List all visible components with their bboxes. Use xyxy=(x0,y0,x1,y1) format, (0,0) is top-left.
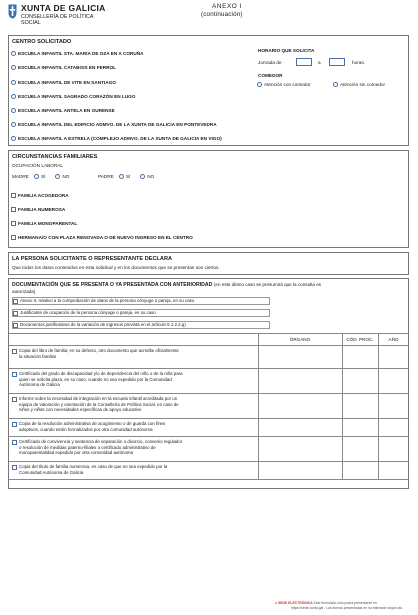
radio-button[interactable] xyxy=(34,174,39,179)
familia-check-label: HERMANA/O CON PLAZA RENOVADA O DE NUEVO INGRESO EN EL CENTRO xyxy=(18,235,193,240)
school-option[interactable] xyxy=(11,80,116,86)
section-documentacion xyxy=(8,278,409,489)
familia-check-item[interactable] xyxy=(11,207,65,213)
radio-button[interactable] xyxy=(11,80,16,85)
madre-label: MADRE xyxy=(12,174,29,179)
school-option[interactable] xyxy=(11,122,217,128)
org-name: XUNTA DE GALICIA xyxy=(21,3,106,13)
annex-title: ANEXO I xyxy=(212,3,243,10)
doc-item-text xyxy=(19,371,183,388)
familia-check-label: FAMILIA ACOGEDORA xyxy=(18,193,69,198)
documentacion-heading xyxy=(12,282,407,289)
radio-button[interactable] xyxy=(11,65,16,70)
table-rule xyxy=(9,436,409,437)
doc-item[interactable] xyxy=(12,371,256,388)
si-label: SÍ xyxy=(40,174,46,179)
school-label: ESCUELA INFANTIL A ESTRELA (COMPLEJO ADMVO. DE LA XUNTA DE GALICIA EN VIGO) xyxy=(18,136,222,141)
doc-item-line: Certificado de convivencia y sentencia de separación o divorcio, convenio regulador xyxy=(19,439,183,444)
col-ano: AÑO xyxy=(388,337,399,342)
doc-item-line: Copia de la resolución administrativa de acogimiento o de guarda con fines xyxy=(19,421,166,426)
comedor-option-sin[interactable] xyxy=(333,82,385,88)
checkbox[interactable] xyxy=(13,323,18,328)
checkbox[interactable] xyxy=(11,235,16,240)
ocupacion-title: OCUPACIÓN LABORAL xyxy=(12,163,63,168)
radio-button[interactable] xyxy=(11,94,16,99)
footer-line-1 xyxy=(275,601,377,605)
school-label: ESCUELA INFANTIL DEL EDIFICIO ADMVO. DE LA XUNTA DE GALICIA EN PONTEVEDRA xyxy=(18,122,217,127)
comedor-label: Atención sin comedor xyxy=(340,82,386,87)
doc-short-label: Anexo II, relativo a la comprobación de datos de la persona cónyuge o pareja, en su caso xyxy=(20,298,195,304)
section-title-declara: LA PERSONA SOLICITANTE O REPRESENTANTE DECLARA xyxy=(12,256,173,262)
footer-line-2: https://sede.xunta.gal . Las formas presentadas en su rellenado según las xyxy=(291,606,403,610)
school-option[interactable] xyxy=(11,108,115,114)
checkbox[interactable] xyxy=(11,221,16,226)
footer-text: Este formulario solo podrá presentarse en xyxy=(313,601,377,605)
doc-short-label: Documentos justificativos de la variación de ingresos prevista en el artículo 5.1.2.2.g) xyxy=(20,322,186,328)
table-rule xyxy=(9,393,409,394)
checkbox[interactable] xyxy=(12,372,17,377)
department-line-1: CONSELLERÍA DE POLÍTICA xyxy=(21,14,94,20)
department-line-2: SOCIAL xyxy=(21,20,41,27)
doc-short-item[interactable] xyxy=(12,309,270,317)
doc-item-line: quien se solicita plaza, en su caso, cuando no sea expedido por la Comunidad xyxy=(19,376,172,382)
school-label: ESCUELA INFANTIL SAGRADO CORAZÓN EN LUGO xyxy=(18,94,136,99)
checkbox[interactable] xyxy=(12,422,17,427)
padre-label: PADRE xyxy=(98,174,114,179)
table-rule xyxy=(9,333,409,334)
doc-item-line: niños y niñas con necesidades específicas de apoyo educativo xyxy=(19,407,142,413)
doc-item-line: equipo de valoración y orientación de la Consellería de Política Social, en caso de xyxy=(19,401,179,407)
madre-ocupacion xyxy=(12,174,69,180)
doc-item-text xyxy=(19,464,167,475)
department-name xyxy=(21,14,94,27)
documentacion-note-cont: autorizada) xyxy=(12,289,36,294)
table-rule xyxy=(9,418,409,419)
doc-item-line: Autónoma de Galicia xyxy=(19,382,60,388)
checkbox[interactable] xyxy=(12,465,17,470)
table-rule xyxy=(9,345,409,346)
radio-button[interactable] xyxy=(333,82,338,87)
radio-button[interactable] xyxy=(55,174,60,179)
school-option[interactable] xyxy=(11,65,116,71)
sede-electronica-brand: ● SEDE ELECTRÓNICA xyxy=(275,601,313,605)
checkbox[interactable] xyxy=(12,349,17,354)
doc-item[interactable] xyxy=(12,421,256,432)
doc-item[interactable] xyxy=(12,396,256,413)
section-declara xyxy=(8,252,409,275)
doc-item-line: o resolución de medidas paterno-filiales o certificado administrativo de xyxy=(19,444,156,450)
doc-item-line: Copia del título de familia numerosa, en caso de que no sea expedido por la xyxy=(19,464,168,469)
horas-label: horas. xyxy=(352,60,366,65)
sede-brand-text: SEDE ELECTRÓNICA xyxy=(278,601,313,605)
doc-item[interactable] xyxy=(12,348,256,359)
doc-item-line: la situación familiar xyxy=(19,353,57,359)
col-organo: ÓRGANO xyxy=(289,337,311,342)
col-cod-proc: CÓD. PROC. xyxy=(346,337,374,342)
doc-item-line: monoparentalidad expedido por otra comunidad autónoma xyxy=(19,450,133,456)
comedor-label: Atención con comedor xyxy=(264,82,311,87)
xunta-shield-logo xyxy=(8,4,17,19)
school-label: ESCUELA INFANTIL ANTELA EN OURENSE xyxy=(18,108,115,113)
table-col-rule xyxy=(258,333,259,479)
si-label: SÍ xyxy=(125,174,131,179)
school-label: ESCUELA INFANTIL STA. MARÍA DE OZA EN A CORUÑA xyxy=(18,51,144,56)
radio-button[interactable] xyxy=(11,122,16,127)
declara-text: Que todos los datos contenidos en esta solicitud y en los documentos que se presentan son ciertos. xyxy=(12,265,220,270)
doc-item[interactable] xyxy=(12,464,256,475)
no-label: NO xyxy=(62,174,70,179)
doc-short-item[interactable] xyxy=(12,321,270,329)
doc-item-text xyxy=(19,439,182,456)
doc-short-item[interactable] xyxy=(12,297,270,305)
jornada-to-input[interactable] xyxy=(329,58,345,66)
radio-button[interactable] xyxy=(11,136,16,141)
checkbox[interactable] xyxy=(11,193,16,198)
table-rule xyxy=(9,461,409,462)
padre-ocupacion xyxy=(98,174,154,180)
jornada-label: Jornada de xyxy=(258,60,282,65)
checkbox[interactable] xyxy=(13,311,18,316)
section-title-centro: CENTRO SOLICITADO xyxy=(12,39,72,45)
section-centro-solicitado xyxy=(8,35,409,146)
radio-button[interactable] xyxy=(11,108,16,113)
doc-item-text xyxy=(19,348,179,359)
doc-item-text xyxy=(19,396,179,413)
school-option[interactable] xyxy=(11,136,222,142)
radio-button[interactable] xyxy=(140,174,145,179)
checkbox[interactable] xyxy=(13,299,18,304)
checkbox[interactable] xyxy=(12,440,17,445)
comedor-title: COMEDOR xyxy=(258,73,283,78)
familia-check-label: FAMILIA MONOPARENTAL xyxy=(18,221,78,226)
doc-item-text xyxy=(19,421,165,432)
section-title-documentacion: DOCUMENTACIÓN QUE SE PRESENTA O YA PRESENTADA CON ANTERIORIDAD xyxy=(12,282,213,288)
section-title-familia: CIRCUNSTANCIAS FAMILIARES xyxy=(12,154,98,160)
doc-item-line: Certificado del grado de discapacidad y/o de dependencia del niño o de la niña para xyxy=(19,371,183,376)
familia-check-item[interactable] xyxy=(11,235,193,241)
comedor-option-con[interactable] xyxy=(257,82,311,88)
school-option[interactable] xyxy=(11,51,144,57)
radio-button[interactable] xyxy=(11,51,16,56)
jornada-separator: a xyxy=(318,60,321,65)
school-option[interactable] xyxy=(11,94,135,100)
familia-check-label: FAMILIA NUMEROSA xyxy=(18,207,66,212)
doc-item[interactable] xyxy=(12,439,256,456)
familia-check-item[interactable] xyxy=(11,193,69,199)
table-col-rule xyxy=(378,333,379,479)
table-rule xyxy=(9,368,409,369)
horario-title: HORARIO QUE SOLICITA xyxy=(258,48,315,53)
doc-item-line: Copia del libro de familia; en su defecto, otro documento que acredite oficialmente xyxy=(19,348,179,353)
doc-item-line: adoptivos, cuando estén formalizados por otra comunidad autónoma xyxy=(19,426,153,432)
annex-continuation: (continuación) xyxy=(201,11,243,18)
table-rule xyxy=(9,479,409,480)
section-circunstancias-familiares xyxy=(8,150,409,248)
school-label: ESCUELA INFANTIL CATABOIS EN FERROL xyxy=(18,65,117,70)
checkbox[interactable] xyxy=(12,397,17,402)
documentacion-note: (en este último caso se presumirá que la consulta es xyxy=(213,282,322,287)
jornada-from-input[interactable] xyxy=(296,58,312,66)
radio-button[interactable] xyxy=(119,174,124,179)
table-col-rule xyxy=(342,333,343,479)
radio-button[interactable] xyxy=(257,82,262,87)
familia-check-item[interactable] xyxy=(11,221,77,227)
checkbox[interactable] xyxy=(11,207,16,212)
doc-item-line: Comunidad Autónoma de Galicia xyxy=(19,469,84,475)
doc-short-label: Justificante de ocupación de la persona cónyuge o pareja, en su caso xyxy=(20,310,156,316)
no-label: NO xyxy=(147,174,155,179)
doc-item-line: Informe sobre la necesidad de integración en la escuela infantil acreditada por un xyxy=(19,396,178,401)
school-label: ESCUELA INFANTIL DE VITE EN SANTIAGO xyxy=(18,80,116,85)
